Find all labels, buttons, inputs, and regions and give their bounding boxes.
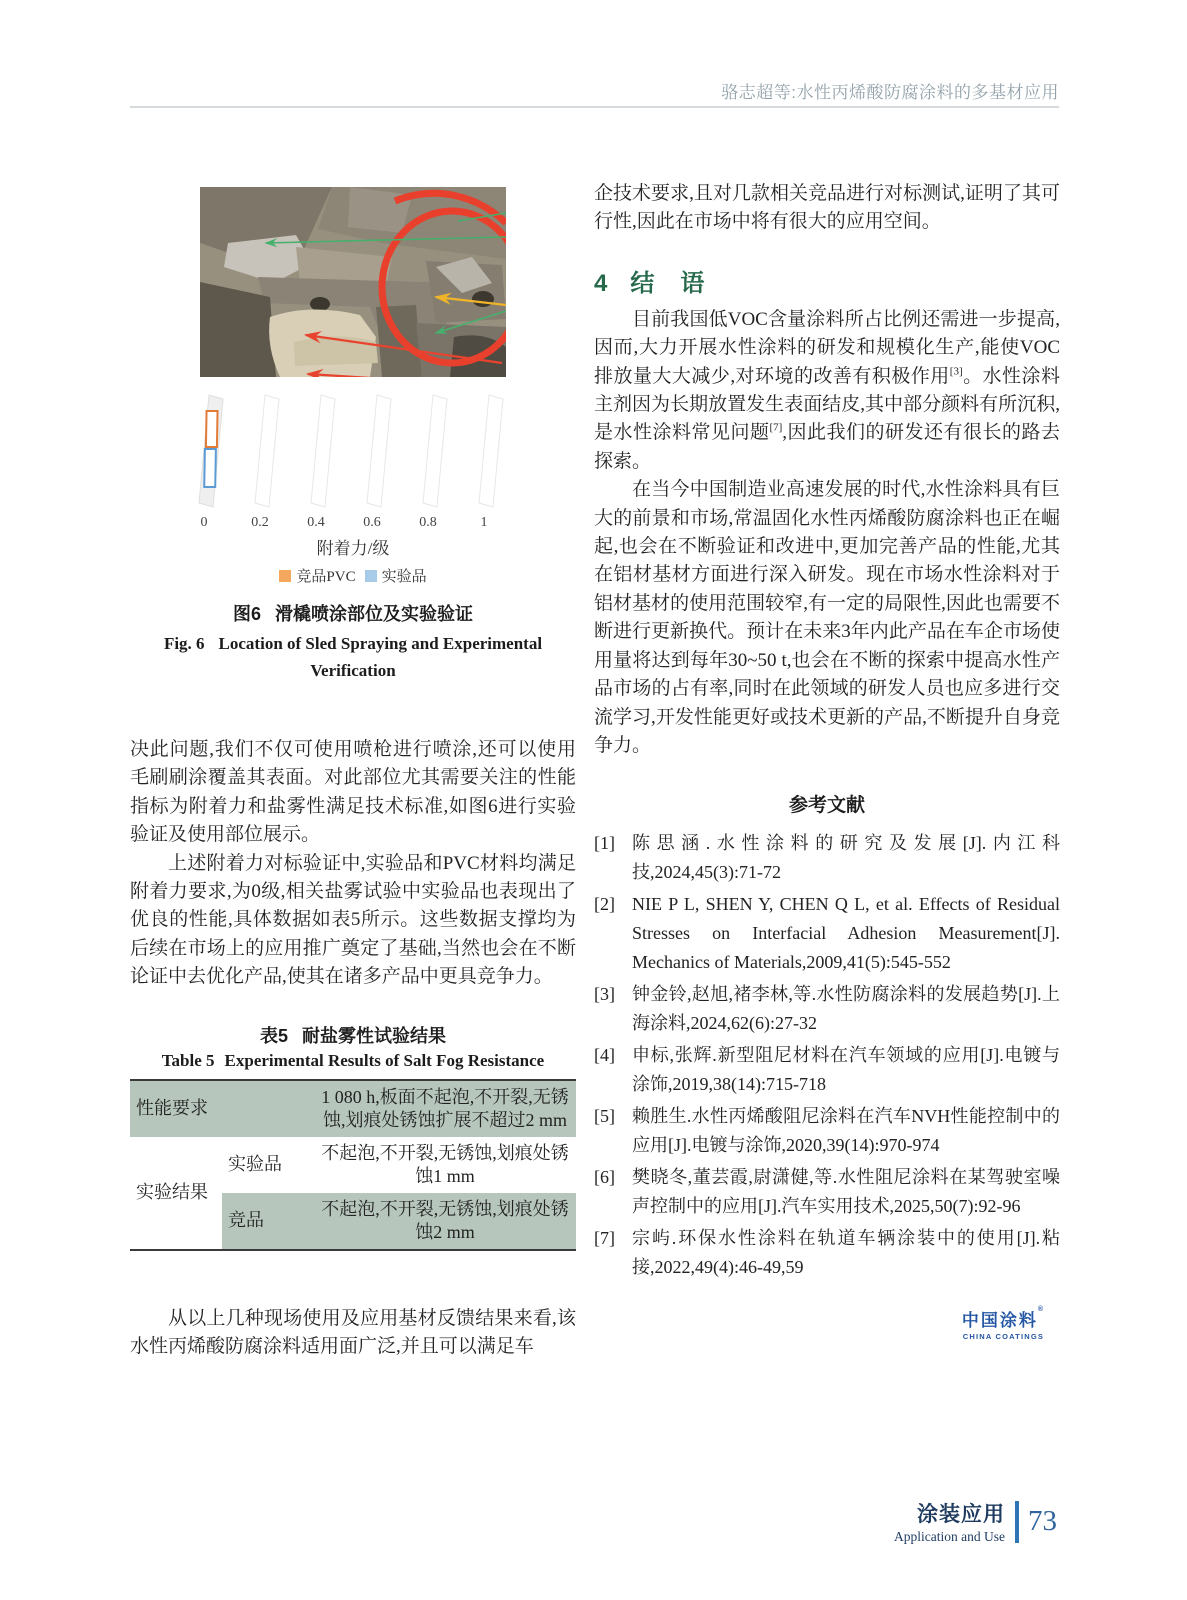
reference-item bbox=[594, 1163, 1060, 1221]
competitor-label-cell: 竞品 bbox=[222, 1193, 314, 1250]
reference-text: 陈思涵.水性涂料的研究及发展[J].内江科技,2024,45(3):71-72 bbox=[632, 833, 1060, 883]
reference-text: NIE P L, SHEN Y, CHEN Q L, et al. Effects of Residual Stresses on Interfacial Adhesion Measurement[J]. Mechanics of Materials,2009,41(5):545-552 bbox=[632, 894, 1060, 973]
footer-section-cn: 涂装应用 bbox=[917, 1503, 1005, 1526]
reference-number: [2] bbox=[594, 894, 615, 915]
reference-number: [4] bbox=[594, 1045, 615, 1066]
x-tick-0-6: 0.6 bbox=[363, 515, 381, 530]
legend-swatch-sample bbox=[365, 570, 377, 582]
x-axis-label: 附着力/级 bbox=[316, 539, 390, 558]
requirement-value-cell: 1 080 h,板面不起泡,不开裂,无锈蚀,划痕处锈蚀扩展不超过2 mm bbox=[314, 1080, 576, 1137]
right-paragraph-1 bbox=[594, 306, 1060, 476]
legend-label-competitor: 竞品PVC bbox=[296, 569, 356, 585]
footer-divider-bar bbox=[1015, 1501, 1019, 1543]
reference-item bbox=[594, 1041, 1060, 1099]
reference-number: [7] bbox=[594, 1228, 615, 1249]
reference-item bbox=[594, 829, 1060, 887]
legend-label-sample: 实验品 bbox=[381, 569, 427, 585]
table-row bbox=[130, 1137, 576, 1193]
right-paragraph-0: 企技术要求,且对几款相关竞品进行对标测试,证明了其可行性,因此在市场中将有很大的应用空间。 bbox=[594, 183, 1060, 233]
section-number: 4 bbox=[594, 269, 609, 297]
left-paragraph-1: 决此问题,我们不仅可使用喷枪进行喷涂,还可以使用毛刷刷涂覆盖其表面。对此部位尤其需要关注的性能指标为附着力和盐雾性满足技术标准,如图6进行实验验证及使用部位展示。 bbox=[130, 739, 576, 846]
logo-name-cn bbox=[962, 1306, 1045, 1331]
right-column bbox=[594, 160, 1060, 1285]
table-row bbox=[130, 1080, 576, 1137]
paragraph-text: ,因此我们的研发还有很长的路去探索。 bbox=[594, 422, 1060, 472]
competitor-value-cell: 不起泡,不开裂,无锈蚀,划痕处锈蚀2 mm bbox=[314, 1193, 576, 1250]
requirement-label-cell: 性能要求 bbox=[130, 1080, 314, 1137]
bar-competitor-pvc bbox=[206, 411, 218, 447]
reference-text: 钟金铃,赵旭,褚李林,等.水性防腐涂料的发展趋势[J].上海涂料,2024,62(6):27-32 bbox=[632, 984, 1060, 1034]
result-label-cell: 实验结果 bbox=[136, 1182, 208, 1203]
tick-planes bbox=[199, 395, 503, 507]
footer-section-en: Application and Use bbox=[894, 1529, 1005, 1544]
adhesion-chart bbox=[183, 385, 523, 586]
paragraph-text: 目前我国低VOC含量涂料所占比例还需进一步提高,因而,大力开展水性涂料的研发和规模化生产,能使VOC排放量大大减少,对环境的改善有积极作用 bbox=[594, 308, 1060, 387]
figure-number-en: Fig. 6 bbox=[163, 634, 205, 653]
underbody-photo-art bbox=[200, 187, 506, 377]
table5-name-cn: 耐盐雾性试验结果 bbox=[302, 1025, 446, 1046]
salt-fog-table bbox=[130, 1079, 576, 1251]
reference-text: 申标,张辉.新型阻尼材料在汽车领域的应用[J].电镀与涂饰,2019,38(14):715-718 bbox=[632, 1045, 1060, 1095]
footer-section bbox=[894, 1498, 1005, 1545]
table5-title-en bbox=[130, 1051, 576, 1071]
figure-caption-en bbox=[143, 630, 563, 684]
right-paragraph-2: 在当今中国制造业高速发展的时代,水性涂料具有巨大的前景和市场,常温固化水性丙烯酸防腐涂料也正在崛起,也会在不断验证和改进中,更加完善产品的性能,尤其在铝材基材方面进行深入研发。现在市场水性涂料对于铝材基材的使用范围较窄,有一定的局限性,因此也需要不断进行更新换代。预计在未来3年内此产品在车企市场使用量将达到每年30~50 t,也会在不断的探索中提高水性产品市场的占有率,同时在此领域的研发人员也应多进行交流学习,开发性能更好或技术更新的产品,不断提升自身竞争力。 bbox=[594, 479, 1060, 756]
x-axis-ticks bbox=[201, 515, 488, 530]
photo-shapes bbox=[200, 187, 506, 377]
bar-sample bbox=[204, 449, 216, 487]
page-number: 73 bbox=[1028, 1505, 1057, 1537]
running-head: 骆志超等:水性丙烯酸防腐涂料的多基材应用 bbox=[721, 83, 1059, 102]
figure-title-cn: 滑橇喷涂部位及实验验证 bbox=[275, 604, 473, 624]
chart-legend bbox=[183, 565, 523, 586]
x-tick-1: 1 bbox=[480, 515, 488, 530]
citation-7: [7] bbox=[769, 422, 783, 435]
reference-item bbox=[594, 890, 1060, 977]
adhesion-chart-plot bbox=[183, 385, 523, 531]
section-title: 结 语 bbox=[630, 269, 706, 297]
china-coatings-logo bbox=[962, 1306, 1045, 1341]
reference-text: 宗屿.环保水性涂料在轨道车辆涂装中的使用[J].粘接,2022,49(4):46-49,59 bbox=[632, 1228, 1060, 1278]
reference-text: 樊晓冬,董芸霞,尉潇健,等.水性阻尼涂料在某驾驶室噪声控制中的应用[J].汽车实用技术,2025,50(7):92-96 bbox=[632, 1167, 1060, 1217]
reference-text: 赖胜生.水性丙烯酸阻尼涂料在汽车NVH性能控制中的应用[J].电镀与涂饰,2020,39(14):970-974 bbox=[632, 1106, 1060, 1156]
x-tick-0-2: 0.2 bbox=[251, 515, 269, 530]
references-list bbox=[594, 829, 1060, 1282]
reference-item bbox=[594, 1102, 1060, 1160]
x-tick-0-8: 0.8 bbox=[419, 515, 437, 530]
reference-item bbox=[594, 1224, 1060, 1282]
x-tick-0: 0 bbox=[200, 515, 208, 530]
logo-name-en: CHINA COATINGS bbox=[962, 1332, 1045, 1341]
table5-name-en: Experimental Results of Salt Fog Resistance bbox=[224, 1050, 545, 1070]
reference-number: [5] bbox=[594, 1106, 615, 1127]
table5-number-cn: 表5 bbox=[259, 1025, 288, 1046]
table5-title-cn bbox=[130, 1022, 576, 1048]
logo-cn-text: 中国涂料 bbox=[961, 1311, 1038, 1330]
reference-item bbox=[594, 980, 1060, 1038]
references-title: 参考文献 bbox=[788, 795, 865, 817]
table5-number-en: Table 5 bbox=[161, 1050, 215, 1070]
reference-number: [6] bbox=[594, 1167, 615, 1188]
reference-number: [1] bbox=[594, 833, 615, 854]
left-paragraph-2: 上述附着力对标验证中,实验品和PVC材料均满足附着力要求,为0级,相关盐雾试验中实验品也表现出了优良的性能,具体数据如表5所示。这些数据支撑均为后续在市场上的应用推广奠定了基础,当然也会在不断论证中去优化产品,使其在诸多产品中更具竞争力。 bbox=[130, 852, 576, 988]
legend-swatch-competitor bbox=[279, 570, 291, 582]
figure-6 bbox=[130, 187, 576, 684]
reference-number: [3] bbox=[594, 984, 615, 1005]
underbody-photo bbox=[200, 187, 506, 377]
paragraph-text: 。水性涂料主剂因为长期放置发生表面结皮,其中部分颜料有所沉积,是水性涂料常见问题 bbox=[594, 365, 1060, 444]
left-column bbox=[130, 160, 576, 1361]
figure-title-en: Location of Sled Spraying and Experimental Verification bbox=[218, 634, 543, 680]
section-heading-4 bbox=[594, 263, 1060, 298]
left-paragraph-3: 从以上几种现场使用及应用基材反馈结果来看,该水性丙烯酸防腐涂料适用面广泛,并且可以满足车 bbox=[130, 1307, 576, 1358]
page-footer bbox=[894, 1498, 1057, 1545]
figure-caption-cn bbox=[130, 600, 576, 626]
citation-3: [3] bbox=[949, 365, 963, 378]
logo-registered-mark: ® bbox=[1037, 1306, 1045, 1313]
figure-number-cn: 图6 bbox=[232, 604, 261, 624]
sample-value-cell: 不起泡,不开裂,无锈蚀,划痕处锈蚀1 mm bbox=[321, 1142, 569, 1186]
header-rule bbox=[130, 106, 1059, 108]
x-tick-0-4: 0.4 bbox=[307, 515, 325, 530]
sample-label-cell: 实验品 bbox=[228, 1154, 282, 1175]
